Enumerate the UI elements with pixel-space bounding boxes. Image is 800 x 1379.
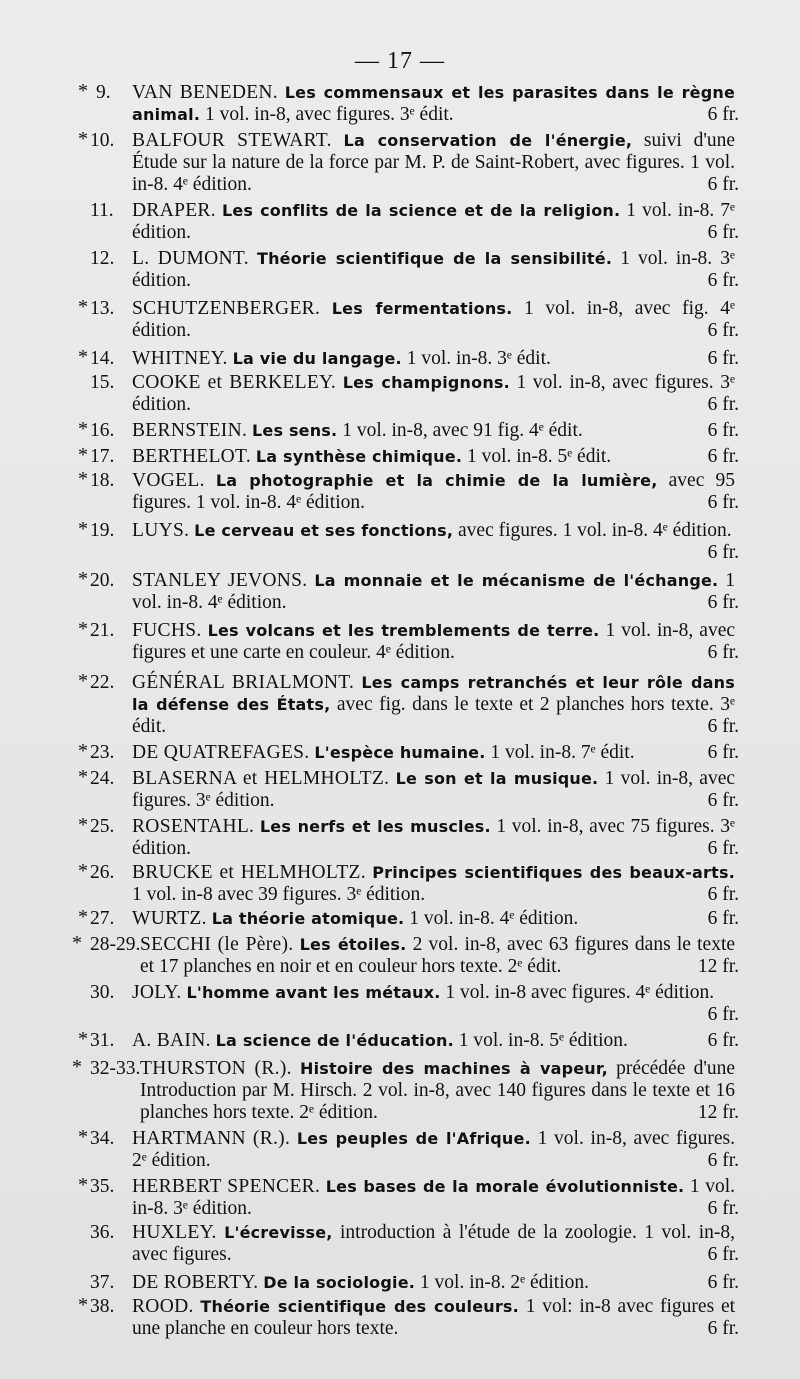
catalogue-entry <box>0 446 800 468</box>
entry-asterisk: * <box>78 766 88 788</box>
catalogue-entry <box>0 934 800 978</box>
entry-price: 12 fr. <box>697 956 739 977</box>
entry-number: 18. <box>90 470 115 491</box>
entry-title: Les bases de la morale évolutionniste. <box>325 1177 685 1196</box>
entry-author: L. DUMONT. <box>132 248 249 269</box>
entry-number: 30. <box>90 982 115 1003</box>
entry-number: 20. <box>90 570 115 591</box>
entry-title: La conservation de l'énergie, <box>343 131 633 150</box>
entry-number: 34. <box>90 1128 115 1149</box>
entry-body <box>132 470 739 514</box>
entry-asterisk: * <box>72 932 82 954</box>
entry-body <box>132 248 739 292</box>
entry-number: 28-29. <box>90 934 141 955</box>
catalogue-entry <box>0 348 800 370</box>
entry-asterisk: * <box>78 296 88 318</box>
entry-title: De la sociologie. <box>263 1273 416 1292</box>
entry-author: COOKE et BERKELEY. <box>132 372 337 393</box>
entry-details: avec fig. dans le texte et 2 planches hors texte. 3ᵉ édit. <box>132 694 736 737</box>
entry-author: HUXLEY. <box>132 1222 217 1243</box>
entry-number: 21. <box>90 620 115 641</box>
entry-author: ROSENTAHL. <box>132 816 255 837</box>
entry-body <box>132 130 739 196</box>
entry-body <box>132 420 739 442</box>
entry-body <box>132 348 739 370</box>
entry-asterisk: * <box>78 1174 88 1196</box>
entry-title: La photographie et la chimie de la lumière, <box>215 471 658 490</box>
entry-price: 6 fr. <box>707 1318 739 1339</box>
entry-title: La vie du langage. <box>232 349 402 368</box>
entry-body <box>132 672 739 738</box>
entry-details: 2 vol. in-8, avec 63 figures dans le texte et 17 planches en noir et en couleur hors texte. 2ᵉ édit. <box>140 934 736 977</box>
entry-body <box>132 816 739 860</box>
entry-body <box>132 908 739 930</box>
entry-details: 1 vol. in-8, avec figures et une carte en couleur. 4ᵉ édition. <box>132 620 736 663</box>
entry-details: 1 vol. in-8 avec figures. 4ᵉ édition. <box>440 982 715 1003</box>
entry-number: 37. <box>90 1272 115 1293</box>
entry-body <box>132 520 739 564</box>
entry-body <box>132 1296 739 1340</box>
entry-title: Les volcans et les tremblements de terre. <box>207 621 600 640</box>
entry-title: L'écrevisse, <box>224 1223 333 1242</box>
entry-body <box>132 570 739 614</box>
entry-asterisk: * <box>72 1056 82 1078</box>
entry-author: WHITNEY. <box>132 348 228 369</box>
entry-number: 17. <box>90 446 115 467</box>
entry-title: Histoire des machines à vapeur, <box>300 1059 608 1078</box>
entry-details: 1 vol. in-8, avec figures. 3ᵉ édit. <box>200 104 454 125</box>
entry-asterisk: * <box>78 860 88 882</box>
entry-price: 6 fr. <box>707 742 739 763</box>
entry-author: SECCHI (le Père). <box>140 934 294 955</box>
entry-author: BERTHELOT. <box>132 446 251 467</box>
entry-title: Principes scientifiques des beaux-arts. <box>372 863 735 882</box>
entry-author: THURSTON (R.). <box>140 1058 292 1079</box>
entry-body <box>132 742 739 764</box>
entry-body <box>132 200 739 244</box>
entry-title: Les champignons. <box>342 373 510 392</box>
entry-price: 6 fr. <box>707 1030 739 1051</box>
entry-asterisk: * <box>78 1126 88 1148</box>
entry-body <box>132 1176 739 1220</box>
catalogue-entry <box>0 82 800 126</box>
entry-body <box>140 934 739 978</box>
entry-title: La monnaie et le mécanisme de l'échange. <box>314 571 719 590</box>
entry-number: 26. <box>90 862 115 883</box>
entry-asterisk: * <box>78 468 88 490</box>
entry-number: 24. <box>90 768 115 789</box>
entry-author: BERNSTEIN. <box>132 420 248 441</box>
catalogue-entry <box>0 298 800 342</box>
entry-title: Les nerfs et les muscles. <box>259 817 491 836</box>
entry-body <box>132 446 739 468</box>
entry-number: 11. <box>90 200 114 221</box>
entry-title: Les camps retranchés et leur rôle dans la défense des États, <box>132 673 735 714</box>
entry-asterisk: * <box>78 670 88 692</box>
catalogue-entry <box>0 620 800 664</box>
entry-number: 15. <box>90 372 115 393</box>
entry-details: 1 vol. in-8. 7ᵉ édit. <box>485 742 635 763</box>
entry-price: 6 fr. <box>707 174 739 195</box>
entry-details: 1 vol. in-8 avec 39 figures. 3ᵉ édition. <box>132 884 426 905</box>
entry-title: La synthèse chimique. <box>255 447 463 466</box>
entry-number: 25. <box>90 816 115 837</box>
catalogue-entry <box>0 742 800 764</box>
entry-body <box>132 298 739 342</box>
entry-details: 1 vol. in-8. 2ᵉ édition. <box>415 1272 590 1293</box>
entry-details: 1 vol. in-8. 3ᵉ édit. <box>401 348 551 369</box>
entry-body <box>132 1272 739 1294</box>
entry-number: 36. <box>90 1222 115 1243</box>
entry-number: 13. <box>90 298 115 319</box>
entry-number: 32-33. <box>90 1058 141 1079</box>
entry-details: 1 vol. in-8, avec 91 fig. 4ᵉ édit. <box>337 420 583 441</box>
entry-price: 6 fr. <box>707 592 739 613</box>
entry-details: 1 vol. in-8, avec 75 figures. 3ᵉ édition. <box>132 816 735 859</box>
catalogue-entry <box>0 1222 800 1266</box>
entry-number: 9. <box>96 82 111 103</box>
entry-number: 16. <box>90 420 115 441</box>
entry-asterisk: * <box>78 906 88 928</box>
entry-author: BLASERNA et HELMHOLTZ. <box>132 768 390 789</box>
entry-title: Les sens. <box>252 421 338 440</box>
catalogue-entry <box>0 520 800 564</box>
entry-details: 1 vol. in-8. 7ᵉ édition. <box>132 200 736 243</box>
entry-author: BALFOUR STEWART. <box>132 130 332 151</box>
entry-details: 1 vol. in-8. 3ᵉ édition. <box>132 1176 735 1219</box>
entry-price: 6 fr. <box>707 222 739 243</box>
catalogue-entry <box>0 1128 800 1172</box>
entry-body <box>132 620 739 664</box>
entry-asterisk: * <box>78 518 88 540</box>
entry-price: 6 fr. <box>707 908 739 929</box>
catalogue-entry <box>0 470 800 514</box>
entry-price: 6 fr. <box>707 1198 739 1219</box>
catalogue-entry <box>0 908 800 930</box>
entry-details: 1 vol. in-8. 5ᵉ édition. <box>453 1030 628 1051</box>
catalogue-entry <box>0 982 800 1026</box>
entry-body <box>132 82 739 126</box>
entry-price: 6 fr. <box>707 716 739 737</box>
entry-details: 1 vol: in-8 avec figures et une planche en couleur hors texte. <box>132 1296 736 1339</box>
entry-price: 6 fr. <box>707 1244 739 1265</box>
entry-title: Théorie scientifique de la sensibilité. <box>256 249 613 268</box>
catalogue-entry <box>0 570 800 614</box>
entry-title: Les étoiles. <box>299 935 407 954</box>
entry-details: suivi d'une Étude sur la nature de la force par M. P. de Saint-Robert, avec figures. 1 vol. in-8. 4ᵉ édition. <box>132 130 736 195</box>
catalogue-entry <box>0 862 800 906</box>
catalogue-entry <box>0 372 800 416</box>
entry-price: 6 fr. <box>707 320 739 341</box>
entry-asterisk: * <box>78 128 88 150</box>
entry-price: 6 fr. <box>707 104 739 125</box>
entry-body <box>140 1058 739 1124</box>
entry-number: 22. <box>90 672 115 693</box>
catalogue-entry <box>0 816 800 860</box>
entry-number: 27. <box>90 908 115 929</box>
entry-details: 1 vol. in-8. 5ᵉ édit. <box>462 446 612 467</box>
entry-author: JOLY. <box>132 982 182 1003</box>
entry-details: précédée d'une Introduction par M. Hirsch. 2 vol. in-8, avec 140 figures dans le texte et 16 planches hors texte. 2ᵉ édition. <box>140 1058 735 1123</box>
page-number: — 17 — <box>355 48 445 74</box>
entry-title: Les peuples de l'Afrique. <box>296 1129 531 1148</box>
entry-asterisk: * <box>78 444 88 466</box>
entry-price: 6 fr. <box>707 542 739 563</box>
entry-details: 1 vol. in-8, avec figures. 2ᵉ édition. <box>132 1128 735 1171</box>
entry-author: DRAPER. <box>132 200 216 221</box>
catalogue-entry <box>0 672 800 738</box>
entry-price: 6 fr. <box>707 348 739 369</box>
entry-asterisk: * <box>78 346 88 368</box>
entry-title: Les commensaux et les parasites dans le règne animal. <box>132 83 736 124</box>
entry-title: Le son et la musique. <box>395 769 599 788</box>
entry-details: avec figures. 1 vol. in-8. 4ᵉ édition. <box>453 520 732 541</box>
entry-author: GÉNÉRAL BRIALMONT. <box>132 672 355 693</box>
entry-title: La science de l'éducation. <box>215 1031 454 1050</box>
entry-title: Les fermentations. <box>331 299 513 318</box>
catalogue-entry <box>0 768 800 812</box>
entry-author: BRUCKE et HELMHOLTZ. <box>132 862 366 883</box>
catalogue-entry <box>0 1058 800 1124</box>
catalogue-entry <box>0 1030 800 1052</box>
entry-title: Théorie scientifique des couleurs. <box>200 1297 519 1316</box>
catalogue-entry <box>0 1296 800 1340</box>
entry-details: introduction à l'étude de la zoologie. 1 vol. in-8, avec figures. <box>132 1222 736 1265</box>
entry-price: 6 fr. <box>707 446 739 467</box>
entry-title: La théorie atomique. <box>211 909 405 928</box>
entry-author: HARTMANN (R.). <box>132 1128 291 1149</box>
entry-number: 12. <box>90 248 115 269</box>
entry-author: ROOD. <box>132 1296 194 1317</box>
catalogue-entry <box>0 248 800 292</box>
entry-details: 1 vol. in-8. 3ᵉ édition. <box>132 248 736 291</box>
entry-details: 1 vol. in-8, avec figures. 3ᵉ édition. <box>132 768 736 811</box>
entry-price: 12 fr. <box>697 1102 739 1123</box>
entry-asterisk: * <box>78 618 88 640</box>
catalogue-entry <box>0 1176 800 1220</box>
entry-number: 23. <box>90 742 115 763</box>
entry-asterisk: * <box>78 814 88 836</box>
entry-price: 6 fr. <box>707 420 739 441</box>
entry-price: 6 fr. <box>707 1150 739 1171</box>
entry-price: 6 fr. <box>707 394 739 415</box>
entry-details: 1 vol. in-8, avec fig. 4ᵉ édition. <box>132 298 735 341</box>
entry-number: 38. <box>90 1296 115 1317</box>
entry-asterisk: * <box>78 1028 88 1050</box>
entry-asterisk: * <box>78 568 88 590</box>
entry-number: 14. <box>90 348 115 369</box>
entry-price: 6 fr. <box>707 790 739 811</box>
entry-number: 10. <box>90 130 115 151</box>
entry-body <box>132 372 739 416</box>
entry-price: 6 fr. <box>707 270 739 291</box>
entry-price: 6 fr. <box>707 838 739 859</box>
entry-author: LUYS. <box>132 520 190 541</box>
entry-title: L'espèce humaine. <box>314 743 486 762</box>
entry-body <box>132 1222 739 1266</box>
entry-author: DE QUATREFAGES. <box>132 742 310 763</box>
entry-author: SCHUTZENBERGER. <box>132 298 321 319</box>
catalogue-entry <box>0 420 800 442</box>
entry-author: FUCHS. <box>132 620 202 641</box>
entry-price: 6 fr. <box>707 1272 739 1293</box>
entry-details: 1 vol. in-8, avec figures. 3ᵉ édition. <box>132 372 735 415</box>
entry-body <box>132 768 739 812</box>
entry-body <box>132 1030 739 1052</box>
entry-price: 6 fr. <box>707 492 739 513</box>
entry-title: Le cerveau et ses fonctions, <box>194 521 454 540</box>
entry-author: VOGEL. <box>132 470 205 491</box>
entry-number: 19. <box>90 520 115 541</box>
entry-author: DE ROBERTY. <box>132 1272 259 1293</box>
entry-price: 6 fr. <box>707 642 739 663</box>
entry-author: A. BAIN. <box>132 1030 211 1051</box>
entry-body <box>132 862 739 906</box>
entry-details: avec 95 figures. 1 vol. in-8. 4ᵉ édition. <box>132 470 735 513</box>
entry-details: 1 vol. in-8. 4ᵉ édition. <box>132 570 735 613</box>
entry-asterisk: * <box>78 1294 88 1316</box>
entry-author: WURTZ. <box>132 908 207 929</box>
catalogue-entry <box>0 130 800 196</box>
catalogue-entry <box>0 1272 800 1294</box>
entry-asterisk: * <box>78 80 88 102</box>
entry-price: 6 fr. <box>707 1004 739 1025</box>
entry-title: Les conflits de la science et de la religion. <box>221 201 621 220</box>
entry-title: L'homme avant les métaux. <box>186 983 441 1002</box>
entry-body <box>132 982 739 1026</box>
entry-asterisk: * <box>78 418 88 440</box>
entry-number: 35. <box>90 1176 115 1197</box>
entry-author: HERBERT SPENCER. <box>132 1176 321 1197</box>
entry-asterisk: * <box>78 740 88 762</box>
entry-details: 1 vol. in-8. 4ᵉ édition. <box>404 908 579 929</box>
entry-price: 6 fr. <box>707 884 739 905</box>
entry-body <box>132 1128 739 1172</box>
entry-number: 31. <box>90 1030 115 1051</box>
entry-author: STANLEY JEVONS. <box>132 570 308 591</box>
catalogue-entry <box>0 200 800 244</box>
entry-author: VAN BENEDEN. <box>132 82 278 103</box>
